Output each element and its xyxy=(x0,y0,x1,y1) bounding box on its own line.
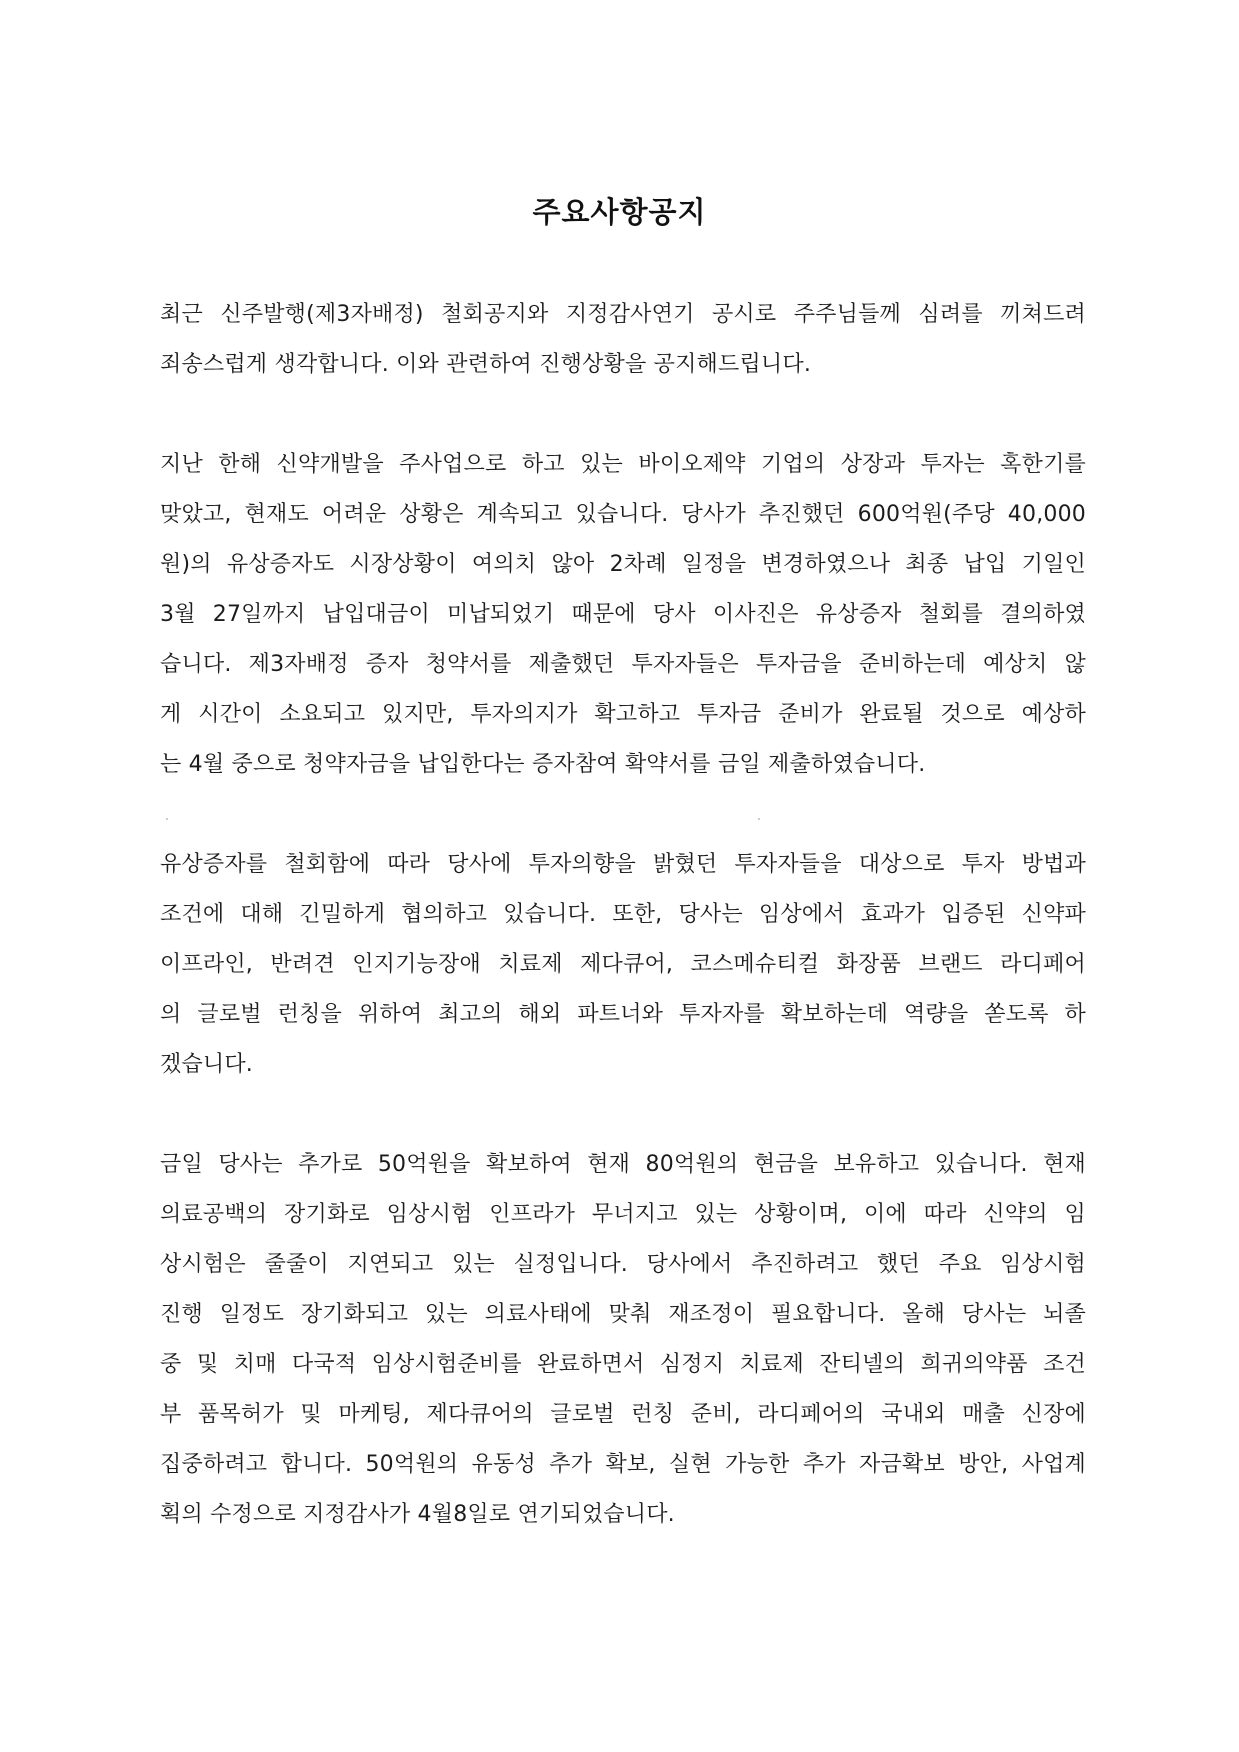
paragraph-line: 의 글로벌 런칭을 위하여 최고의 해외 파트너와 투자자를 확보하는데 역량을 쏟도록 하 xyxy=(160,1002,1086,1027)
paragraph-line: 습니다. 제3자배정 증자 청약서를 제출했던 투자자들은 투자금을 준비하는데 예상치 않 xyxy=(160,652,1086,677)
paragraph-2 xyxy=(160,440,1086,790)
scan-speck xyxy=(166,818,168,820)
paragraph-line: 최근 신주발행(제3자배정) 철회공지와 지정감사연기 공시로 주주님들께 심려를 끼쳐드려 xyxy=(160,302,1086,327)
scan-speck xyxy=(758,818,760,820)
paragraph-line: 유상증자를 철회함에 따라 당사에 투자의향을 밝혔던 투자자들을 대상으로 투자 방법과 xyxy=(160,852,1086,877)
paragraph-line: 3월 27일까지 납입대금이 미납되었기 때문에 당사 이사진은 유상증자 철회를 결의하였 xyxy=(160,602,1086,627)
document-title: 주요사항공지 xyxy=(532,195,707,229)
paragraph-3 xyxy=(160,840,1086,1090)
paragraph-line: 의료공백의 장기화로 임상시험 인프라가 무너지고 있는 상황이며, 이에 따라 신약의 임 xyxy=(160,1202,1086,1227)
paragraph-line: 이프라인, 반려견 인지기능장애 치료제 제다큐어, 코스메슈티컬 화장품 브랜드 라디페어 xyxy=(160,952,1086,977)
paragraph-line: 상시험은 줄줄이 지연되고 있는 실정입니다. 당사에서 추진하려고 했던 주요 임상시험 xyxy=(160,1252,1086,1277)
paragraph-line: 겠습니다. xyxy=(160,1052,254,1077)
paragraph-line: 획의 수정으로 지정감사가 4월8일로 연기되었습니다. xyxy=(160,1502,675,1527)
document-body xyxy=(160,290,1086,1590)
paragraph-line: 맞았고, 현재도 어려운 상황은 계속되고 있습니다. 당사가 추진했던 600억원(주당 40,000 xyxy=(160,502,1086,527)
paragraph-line: 는 4월 중으로 청약자금을 납입한다는 증자참여 확약서를 금일 제출하였습니다. xyxy=(160,752,926,777)
paragraph-4 xyxy=(160,1140,1086,1540)
paragraph-line: 집중하려고 합니다. 50억원의 유동성 추가 확보, 실현 가능한 추가 자금확보 방안, 사업계 xyxy=(160,1452,1086,1477)
paragraph-1 xyxy=(160,290,1086,390)
paragraph-line: 금일 당사는 추가로 50억원을 확보하여 현재 80억원의 현금을 보유하고 있습니다. 현재 xyxy=(160,1152,1086,1177)
paragraph-line: 원)의 유상증자도 시장상황이 여의치 않아 2차례 일정을 변경하였으나 최종 납입 기일인 xyxy=(160,552,1086,577)
paragraph-line: 죄송스럽게 생각합니다. 이와 관련하여 진행상황을 공지해드립니다. xyxy=(160,352,812,377)
paragraph-line: 조건에 대해 긴밀하게 협의하고 있습니다. 또한, 당사는 임상에서 효과가 입증된 신약파 xyxy=(160,902,1086,927)
paragraph-line: 중 및 치매 다국적 임상시험준비를 완료하면서 심정지 치료제 잔티넬의 희귀의약품 조건 xyxy=(160,1352,1086,1377)
paragraph-line: 부 품목허가 및 마케팅, 제다큐어의 글로벌 런칭 준비, 라디페어의 국내외 매출 신장에 xyxy=(160,1402,1086,1427)
paragraph-line: 지난 한해 신약개발을 주사업으로 하고 있는 바이오제약 기업의 상장과 투자는 혹한기를 xyxy=(160,452,1086,477)
paragraph-line: 진행 일정도 장기화되고 있는 의료사태에 맞춰 재조정이 필요합니다. 올해 당사는 뇌졸 xyxy=(160,1302,1086,1327)
paragraph-line: 게 시간이 소요되고 있지만, 투자의지가 확고하고 투자금 준비가 완료될 것으로 예상하 xyxy=(160,702,1086,727)
